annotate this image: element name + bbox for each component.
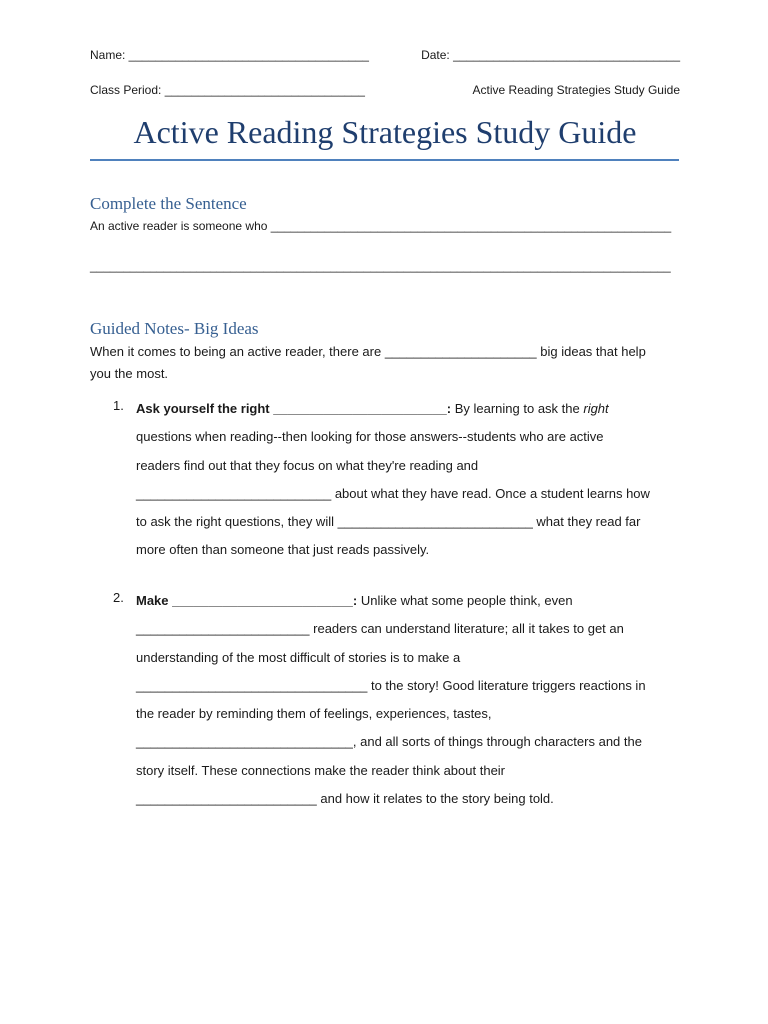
list-item-2-body — [136, 590, 680, 816]
header-document-title: Active Reading Strategies Study Guide — [472, 83, 680, 97]
complete-sentence-heading: Complete the Sentence — [90, 194, 247, 213]
item2-line-7: story itself. These connections make the reader think about their — [136, 762, 506, 778]
item1-bold-lead: Ask yourself the right ________________________: — [136, 401, 452, 416]
sentence-prompt-line: An active reader is someone who ____________________________________________________________ — [90, 219, 672, 233]
item1-line-6: more often than someone that just reads passively. — [136, 542, 430, 558]
list-number-1: 1. — [113, 398, 124, 413]
item2-bold-lead: Make _________________________: — [136, 593, 358, 608]
item1-line-5: to ask the right questions, they will ___________________________ what they read far — [136, 514, 641, 530]
header-row-1 — [90, 48, 680, 62]
intro-line-2: you the most. — [90, 366, 169, 381]
item2-line-4: ________________________________ to the story! Good literature triggers reactions in — [136, 677, 646, 693]
page-title: Active Reading Strategies Study Guide — [133, 114, 637, 150]
list-number-2: 2. — [113, 590, 124, 605]
item2-line-8: _________________________ and how it relates to the story being told. — [136, 791, 554, 807]
item1-line1-rest: By learning to ask the — [451, 401, 584, 416]
header-row-2 — [90, 83, 680, 97]
class-period-field-label: Class Period: ______________________________ — [90, 83, 365, 97]
item1-line-2: questions when reading--then looking for those answers--students who are active — [136, 429, 604, 445]
item2-line-5: the reader by reminding them of feelings, experiences, tastes, — [136, 706, 492, 722]
item2-line-3: understanding of the most difficult of stories is to make a — [136, 649, 461, 665]
item1-line-1 — [136, 398, 680, 426]
date-field-label: Date: __________________________________ — [421, 48, 680, 62]
item2-line-1 — [136, 590, 680, 618]
item1-line-4: ___________________________ about what they have read. Once a student learns how — [136, 485, 650, 501]
item1-line-3: readers find out that they focus on what they're reading and — [136, 457, 479, 473]
guided-notes-intro — [90, 341, 680, 385]
intro-line-1: When it comes to being an active reader, there are _____________________ big ideas that help — [90, 344, 646, 359]
list-item-1-body — [136, 398, 680, 568]
title-underline — [90, 159, 679, 161]
name-field-label: Name: ____________________________________ — [90, 48, 369, 62]
sentence-blank-line: _______________________________________________________________________________________ — [90, 259, 671, 273]
item2-line-6: ______________________________, and all sorts of things through characters and the — [136, 734, 642, 750]
guided-notes-heading: Guided Notes- Big Ideas — [90, 319, 259, 338]
item2-line1-rest: Unlike what some people think, even — [357, 593, 573, 608]
item2-line-2: ________________________ readers can understand literature; all it takes to get an — [136, 621, 624, 637]
item1-italic-word: right — [583, 401, 609, 416]
